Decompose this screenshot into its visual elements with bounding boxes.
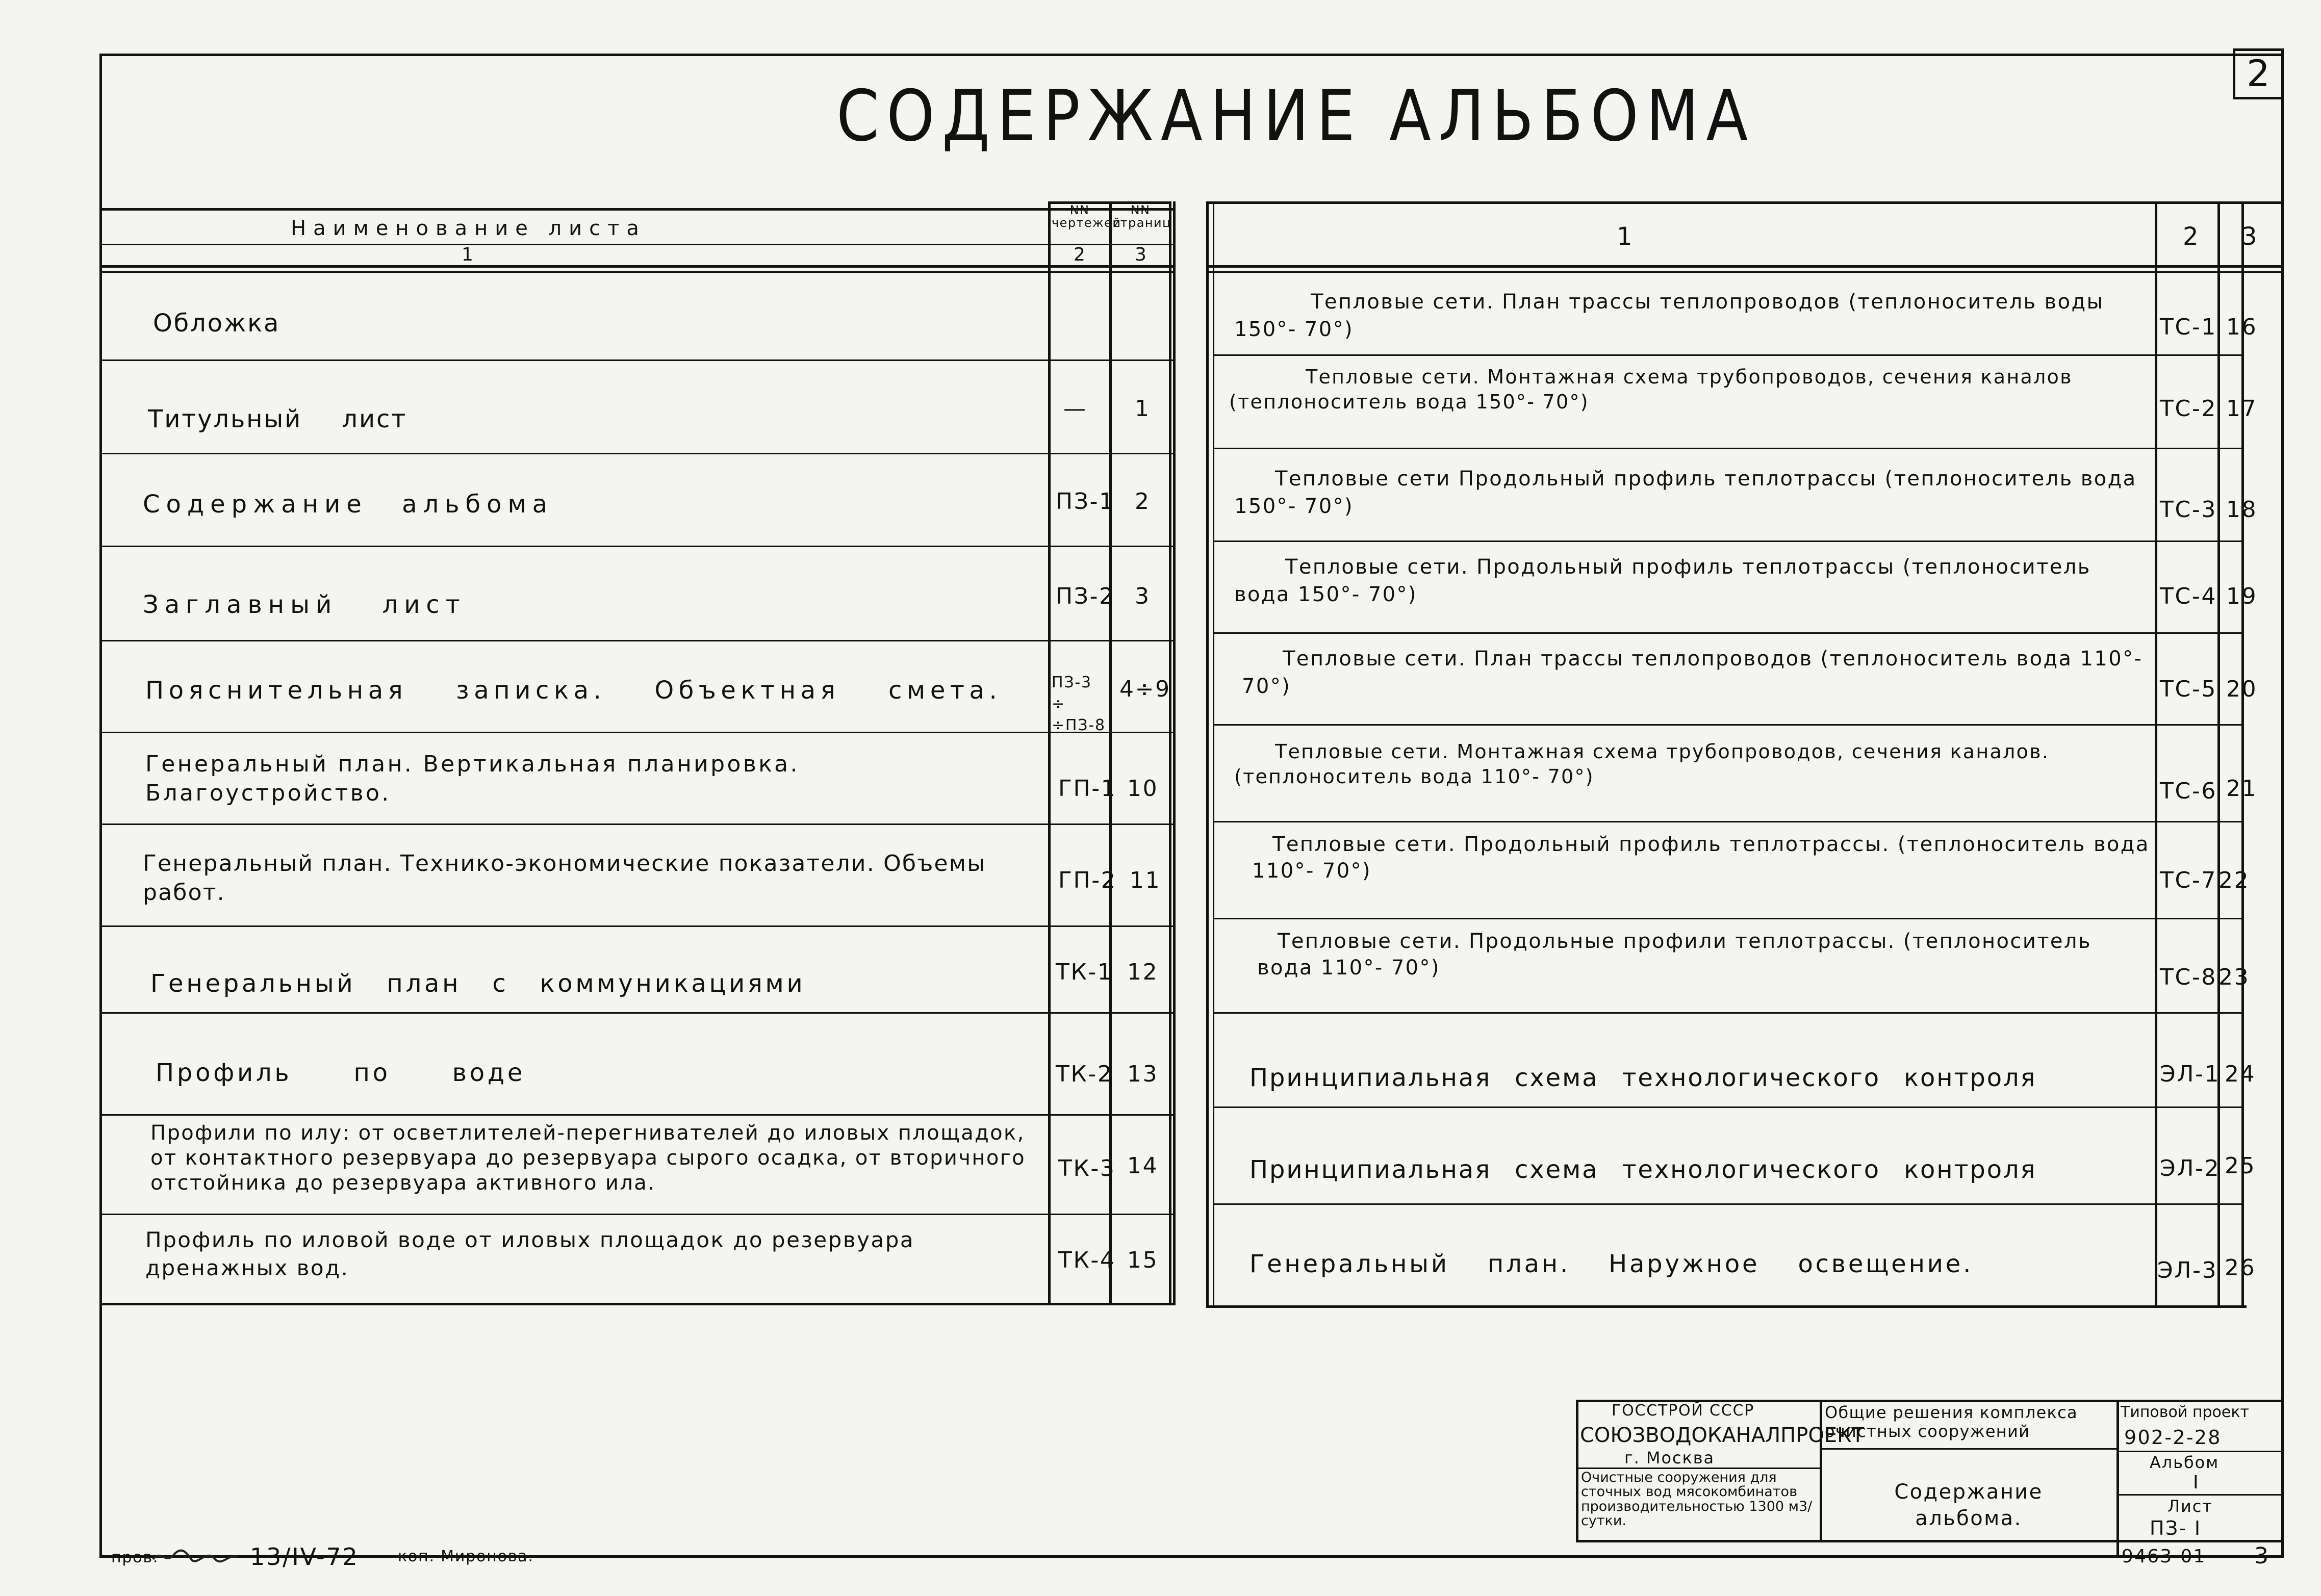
left-row-code: ТК-2: [1056, 1061, 1113, 1087]
left-row-name: Пояснительная записка. Объектная смета.: [145, 676, 1002, 705]
right-row-name: Генеральный план. Наружное освещение.: [1249, 1250, 1974, 1278]
left-row-page: 14: [1127, 1153, 1159, 1179]
album-label: Альбом: [2150, 1453, 2220, 1472]
left-row-code: ГП-1: [1058, 776, 1117, 802]
left-col-index-2: 2: [1074, 244, 1087, 265]
right-row-code: ТС-5: [2160, 676, 2217, 702]
left-col-pages-header: NN страниц: [1113, 203, 1171, 230]
left-row-code: ПЗ-2: [1056, 583, 1115, 609]
left-row-name: Профиль по иловой воде от иловых площадок до резервуара дренажных вод.: [145, 1227, 915, 1280]
right-row-page: 22: [2218, 867, 2250, 893]
right-row-page: 19: [2226, 583, 2258, 609]
left-row-page: 1: [1135, 396, 1151, 422]
right-row-name: Тепловые сети. План трассы теплопроводов (теплоноситель воды 150°- 70°): [1234, 290, 2104, 341]
typical-project-label: Типовой проект: [2121, 1403, 2249, 1421]
right-row-code: ТС-1: [2160, 314, 2217, 340]
sheet-number: ПЗ- I: [2150, 1517, 2202, 1539]
right-row-page: 18: [2226, 497, 2258, 523]
right-row-name: Тепловые сети Продольный профиль теплотрассы (теплоноситель вода 150°- 70°): [1234, 467, 2137, 518]
left-row-code: ГП-2: [1058, 867, 1117, 893]
right-row-page: 26: [2225, 1255, 2256, 1281]
right-row-name: Тепловые сети. Монтажная схема трубопроводов, сечения каналов (теплоноситель вода 150°- 70°): [1229, 366, 2073, 414]
page-number: 2: [2247, 52, 2273, 95]
left-row-name: Генеральный план. Вертикальная планировка. Благоустройство.: [145, 751, 800, 807]
right-row-name: Тепловые сети. Продольные профили теплотрассы. (теплоноситель вода 110°- 70°): [1257, 930, 2092, 980]
sheet-name: Содержание альбома.: [1894, 1480, 2043, 1530]
typical-project-number: 902-2-28: [2124, 1426, 2222, 1449]
right-row-page: 23: [2218, 964, 2250, 990]
right-row-name: Тепловые сети. Продольный профиль теплотрассы (теплоноситель вода 150°- 70°): [1234, 555, 2091, 606]
left-row-code: ПЗ-3 ÷ ÷ПЗ-8: [1052, 674, 1106, 734]
checker-signature: [150, 1544, 240, 1567]
left-row-page: 3: [1135, 583, 1151, 609]
inventory-number: 9463-01: [2122, 1546, 2206, 1567]
org-line-2: СОЮЗВОДОКАНАЛПРОЕКТ: [1580, 1424, 1864, 1447]
left-row-page: 12: [1127, 959, 1159, 985]
left-row-page: 4÷9: [1119, 676, 1171, 702]
right-row-code: ЭЛ-2: [2160, 1155, 2221, 1181]
right-row-page: 24: [2225, 1061, 2256, 1087]
org-line-1: ГОССТРОЙ СССР: [1612, 1402, 1755, 1420]
left-col-name-header: Наименование листа: [291, 217, 646, 240]
left-row-page: 11: [1130, 867, 1161, 893]
left-row-code: ТК-1: [1056, 959, 1113, 985]
right-row-page: 16: [2226, 314, 2258, 340]
left-row-code: —: [1063, 396, 1087, 422]
right-row-name: Тепловые сети. Монтажная схема трубопроводов, сечения каналов. (теплоноситель вода 110°- 70°): [1234, 740, 2050, 788]
right-row-code: ТС-7: [2160, 867, 2217, 893]
right-row-code: ТС-6: [2160, 778, 2217, 804]
left-row-code: ТК-4: [1058, 1247, 1116, 1273]
inventory-page: 3: [2254, 1543, 2270, 1569]
right-row-name: Принципиальная схема технологического контроля: [1249, 1064, 2037, 1092]
right-row-code: ТС-4: [2160, 583, 2217, 609]
left-row-name: Заглавный лист: [143, 590, 466, 619]
left-row-name: Содержание альбома: [143, 490, 554, 519]
checked-label: пров.: [111, 1549, 159, 1566]
page-title: СОДЕРЖАНИЕ АЛЬБОМА: [836, 75, 1755, 158]
left-row-name: Профили по илу: от осветлителей-перегнивателей до иловых площадок, от контактного резервуара до резервуара сырого осадка, от вторичного отстойника до резервуара активного ила.: [150, 1121, 1026, 1195]
left-row-name: Генеральный план. Технико-экономические показатели. Объемы работ.: [143, 851, 986, 906]
left-row-name: Профиль по воде: [156, 1059, 526, 1087]
left-row-code: ТК-3: [1058, 1155, 1116, 1181]
left-row-page: 15: [1127, 1247, 1159, 1273]
right-row-page: 17: [2226, 396, 2258, 422]
left-row-name: Генеральный план с коммуникациями: [150, 969, 806, 998]
project-name: Общие решения комплекса очистных сооружений: [1825, 1403, 2078, 1441]
right-row-code: ТС-3: [2160, 497, 2217, 523]
right-row-name: Принципиальная схема технологического контроля: [1249, 1155, 2037, 1184]
right-row-name: Тепловые сети. Продольный профиль теплотрассы. (теплоноситель вода 110°- 70°): [1252, 833, 2150, 883]
right-row-name: Тепловые сети. План трассы теплопроводов (теплоноситель вода 110°- 70°): [1242, 647, 2143, 698]
left-row-page: 2: [1135, 488, 1151, 514]
right-row-code: ЭЛ-3: [2157, 1257, 2218, 1283]
album-number: I: [2193, 1472, 2200, 1493]
right-row-page: 25: [2225, 1153, 2256, 1179]
left-row-page: 10: [1127, 776, 1159, 802]
right-row-code: ТС-8: [2160, 964, 2217, 990]
checked-date: 13/IV-72: [250, 1543, 359, 1571]
left-row-name: Титульный лист: [148, 405, 407, 433]
left-col-index-3: 3: [1135, 244, 1148, 265]
left-col-drawings-header: NN чертежей: [1052, 203, 1121, 230]
left-row-name: Обложка: [153, 309, 280, 338]
right-col-index-2: 2: [2183, 222, 2200, 251]
right-row-code: ТС-2: [2160, 396, 2217, 422]
left-row-page: 13: [1127, 1061, 1159, 1087]
sheet-label: Лист: [2167, 1497, 2213, 1516]
right-row-page: 20: [2226, 676, 2258, 702]
object-description: Очистные сооружения для сточных вод мясокомбинатов производительностью 1300 м3/ сутки.: [1581, 1470, 1813, 1529]
right-col-index-3: 3: [2241, 222, 2259, 251]
right-col-index-1: 1: [1617, 222, 1634, 251]
left-col-index-1: 1: [462, 244, 475, 265]
copied-by: коп. Миронова.: [398, 1548, 534, 1565]
right-row-code: ЭЛ-1: [2160, 1061, 2221, 1087]
right-row-page: 21: [2226, 776, 2258, 802]
org-line-3: г. Москва: [1624, 1448, 1715, 1468]
left-row-code: ПЗ-1: [1056, 488, 1115, 514]
